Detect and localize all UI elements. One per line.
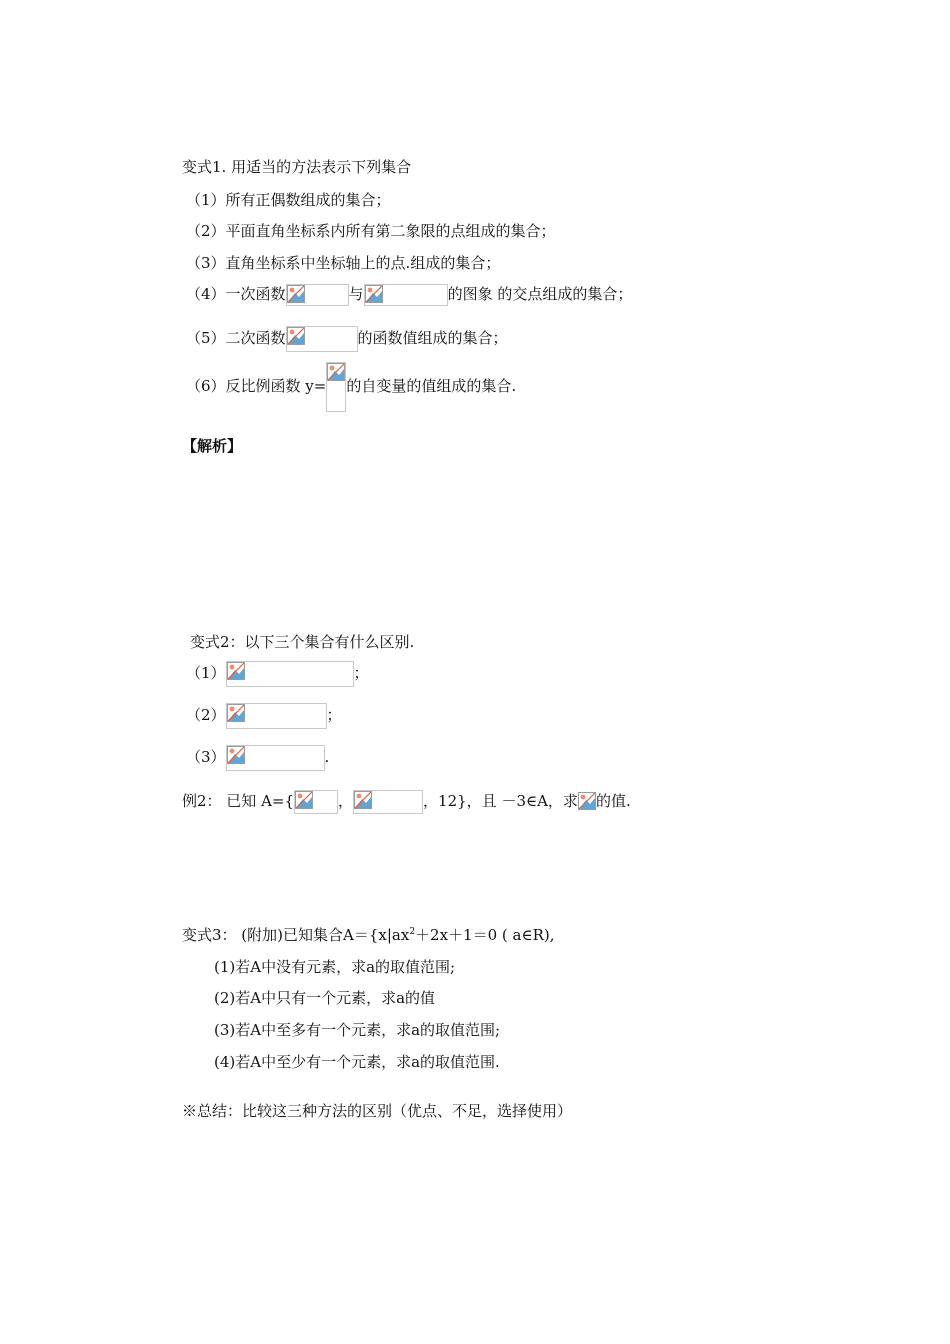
formula-image-placeholder <box>326 362 346 412</box>
broken-image-icon <box>227 704 245 722</box>
variant3-item-1: (1)若A中没有元素，求a的取值范围; <box>214 958 456 976</box>
variant3-item-2: (2)若A中只有一个元素，求a的值 <box>214 989 436 1007</box>
analysis-label: 【解析】 <box>182 437 243 455</box>
variant2-item-1: （1） ； <box>186 661 369 689</box>
summary: ※总结：比较这三种方法的区别（优点、不足，选择使用） <box>182 1102 573 1120</box>
broken-image-icon <box>327 363 345 381</box>
formula-image-placeholder <box>294 790 338 814</box>
broken-image-icon <box>354 791 372 809</box>
example2: 例2： 已知 A={ ， ，12}，且 －3∈A，求 的值. <box>182 790 631 816</box>
formula-image-placeholder <box>226 703 327 729</box>
broken-image-icon <box>365 285 383 303</box>
variant2-title: 变式2：以下三个集合有什么区别. <box>190 633 415 651</box>
formula-image-placeholder <box>286 326 358 352</box>
variant1-title: 变式1. 用适当的方法表示下列集合 <box>182 158 412 176</box>
variant1-item-1: （1）所有正偶数组成的集合； <box>186 191 391 209</box>
variant2-item-2: （2） ； <box>186 703 342 731</box>
variant1-item-3: （3）直角坐标系中坐标轴上的点.组成的集合； <box>186 254 501 272</box>
broken-image-icon <box>287 327 305 345</box>
variant3-item-3: (3)若A中至多有一个元素，求a的取值范围; <box>214 1021 501 1039</box>
formula-image-placeholder <box>353 790 423 814</box>
broken-image-icon <box>227 662 245 680</box>
formula-image-placeholder <box>286 284 349 306</box>
variant2-item-3: （3） . <box>186 745 329 773</box>
formula-image-placeholder <box>226 745 325 771</box>
broken-image-icon <box>287 285 305 303</box>
formula-image-placeholder <box>578 792 596 812</box>
broken-image-icon <box>295 791 313 809</box>
variant1-item-4: （4）一次函数 与 的图象 的交点组成的集合； <box>186 284 632 310</box>
variant1-item-5: （5）二次函数 的函数值组成的集合； <box>186 326 508 354</box>
formula-image-placeholder <box>226 661 354 687</box>
variant1-item-2: （2）平面直角坐标系内所有第二象限的点组成的集合； <box>186 222 556 240</box>
formula-image-placeholder <box>364 284 448 306</box>
broken-image-icon <box>578 792 596 810</box>
variant3-title: 变式3： (附加)已知集合$A=\{x|ax^2+2x+1=0$ ( a∈R), <box>182 926 555 944</box>
variant3-item-4: (4)若A中至少有一个元素，求a的取值范围. <box>214 1053 500 1071</box>
variant1-item-6: （6）反比例函数 y= 的自变量的值组成的集合. <box>186 362 516 414</box>
broken-image-icon <box>227 746 245 764</box>
